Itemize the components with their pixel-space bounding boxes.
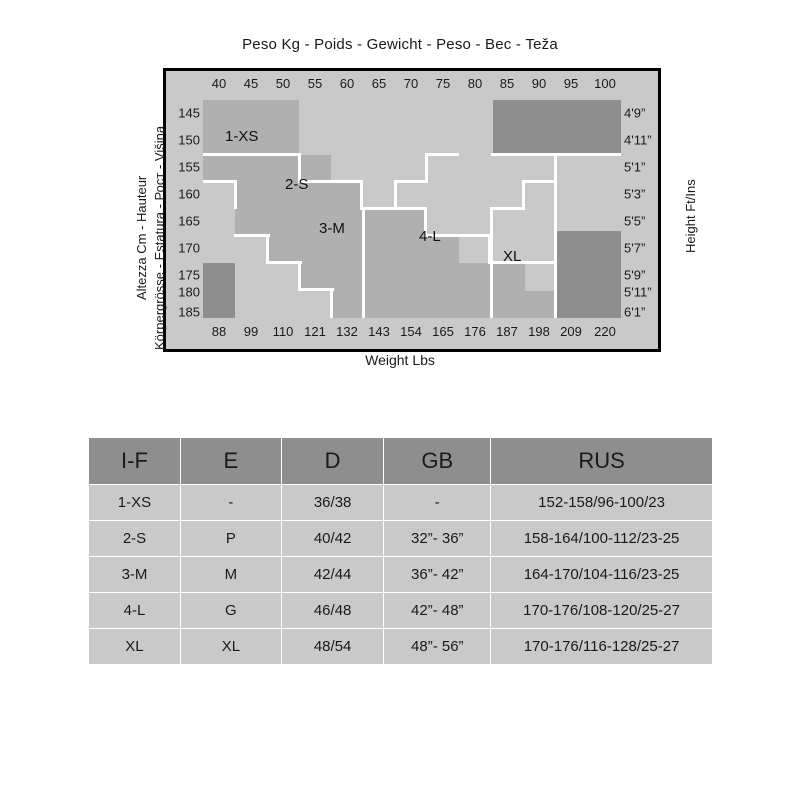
- separator-xs-s-v2: [360, 180, 363, 209]
- region-label-l: 4-L: [419, 228, 441, 245]
- y-axis-label-left-line1: Altezza Cm - Hauteur: [134, 175, 149, 300]
- cell-gb: 32”- 36”: [384, 521, 491, 557]
- y-axis-ticks-cm: [166, 100, 202, 318]
- region-label-m: 3-M: [319, 220, 345, 237]
- separator-xs-s-h5: [488, 261, 557, 264]
- y-tick-cm-1: 150: [178, 132, 200, 148]
- separator-m-l-h1: [394, 180, 428, 183]
- separator-l-xl-v1: [490, 207, 493, 318]
- table-row: [89, 629, 713, 665]
- cell-rus: 170-176/116-128/25-27: [491, 629, 713, 665]
- y-tick-ft-8: 6'1”: [624, 304, 646, 320]
- cell-gb: -: [384, 485, 491, 521]
- cell-e: G: [180, 593, 281, 629]
- y-tick-cm-8: 185: [178, 304, 200, 320]
- chart-title: Peso Kg - Poids - Gewicht - Peso - Вес - Teža: [242, 36, 558, 53]
- y-tick-cm-6: 175: [178, 267, 200, 283]
- separator-m-l-v2: [425, 153, 428, 183]
- region-out-of-range-top-right: [493, 100, 621, 155]
- separator-l-xl-h1: [490, 207, 525, 210]
- x-tick-lbs-3: 121: [304, 324, 326, 339]
- separator-m-l-v1: [394, 180, 397, 209]
- cell-if: 1-XS: [89, 485, 181, 521]
- x-tick-kg-7: 75: [435, 76, 451, 91]
- x-tick-lbs-2: 110: [272, 324, 294, 339]
- cell-d: 42/44: [281, 557, 384, 593]
- separator-l-xl-v2: [522, 180, 525, 210]
- region-label-xl: XL: [503, 248, 522, 265]
- y-tick-cm-7: 180: [178, 284, 200, 300]
- x-tick-lbs-4: 132: [336, 324, 358, 339]
- separator-left-v5: [330, 288, 333, 318]
- separator-m-l-h2: [425, 153, 459, 156]
- x-tick-kg-2: 50: [275, 76, 291, 91]
- cell-d: 46/48: [281, 593, 384, 629]
- x-tick-lbs-0: 88: [211, 324, 227, 339]
- table-header-row: [89, 438, 713, 485]
- x-tick-lbs-12: 220: [594, 324, 616, 339]
- cell-e: XL: [180, 629, 281, 665]
- y-axis-label-left-line2: Körpergrösse - Estatura - Рост - Višina: [152, 125, 167, 350]
- y-tick-cm-3: 160: [178, 186, 200, 202]
- cell-e: M: [180, 557, 281, 593]
- table-head: [89, 438, 713, 485]
- y-tick-cm-2: 155: [178, 159, 200, 175]
- separator-left-h4: [266, 261, 302, 264]
- region-label-xs: 1-XS: [225, 128, 259, 145]
- y-axis-ticks-ft: [624, 100, 660, 318]
- cell-rus: 158-164/100-112/23-25: [491, 521, 713, 557]
- cell-gb: 36”- 42”: [384, 557, 491, 593]
- x-tick-kg-1: 45: [243, 76, 259, 91]
- y-tick-ft-2: 5'1”: [624, 159, 646, 175]
- x-tick-lbs-9: 187: [496, 324, 518, 339]
- x-axis-ticks-kg: [203, 76, 621, 94]
- separator-xs-s-v5: [554, 261, 557, 318]
- separator-left-v2: [234, 180, 237, 209]
- cell-gb: 48”- 56”: [384, 629, 491, 665]
- y-tick-ft-7: 5'11”: [624, 284, 652, 300]
- x-tick-kg-5: 65: [371, 76, 387, 91]
- x-axis-label-bottom: Weight Lbs: [365, 352, 435, 368]
- x-tick-lbs-6: 154: [400, 324, 422, 339]
- cell-e: -: [180, 485, 281, 521]
- x-tick-lbs-10: 198: [528, 324, 550, 339]
- separator-xl-right: [554, 153, 557, 263]
- region-band-2: [203, 155, 331, 182]
- y-tick-cm-0: 145: [178, 105, 200, 121]
- region-out-of-range-bottom-left: [203, 263, 235, 318]
- x-tick-kg-3: 55: [307, 76, 323, 91]
- x-tick-kg-8: 80: [467, 76, 483, 91]
- x-tick-lbs-11: 209: [560, 324, 582, 339]
- x-tick-kg-10: 90: [531, 76, 547, 91]
- cell-rus: 152-158/96-100/23: [491, 485, 713, 521]
- separator-left-v3: [266, 234, 269, 263]
- cell-if: 4-L: [89, 593, 181, 629]
- x-tick-kg-4: 60: [339, 76, 355, 91]
- table-header-d: D: [281, 438, 384, 485]
- cell-gb: 42”- 48”: [384, 593, 491, 629]
- cell-rus: 164-170/104-116/23-25: [491, 557, 713, 593]
- separator-left-h3: [234, 234, 270, 237]
- cell-rus: 170-176/108-120/25-27: [491, 593, 713, 629]
- table-row: [89, 593, 713, 629]
- x-tick-kg-9: 85: [499, 76, 515, 91]
- cell-d: 40/42: [281, 521, 384, 557]
- x-tick-lbs-8: 176: [464, 324, 486, 339]
- x-tick-kg-12: 100: [594, 76, 616, 91]
- y-axis-label-right: Height Ft/Ins: [683, 179, 698, 253]
- cell-e: P: [180, 521, 281, 557]
- separator-xs-s-h1: [203, 153, 301, 156]
- cell-if: 2-S: [89, 521, 181, 557]
- size-conversion-table: [88, 437, 713, 665]
- x-tick-lbs-7: 165: [432, 324, 454, 339]
- x-tick-lbs-1: 99: [243, 324, 259, 339]
- y-tick-ft-1: 4'11”: [624, 132, 652, 148]
- separator-m-l-v4: [362, 207, 365, 318]
- region-out-of-range-bottom-right: [557, 231, 621, 318]
- region-label-s: 2-S: [285, 176, 309, 193]
- table-body: [89, 485, 713, 665]
- separator-l-xl-h2: [522, 180, 557, 183]
- table-header-rus: RUS: [491, 438, 713, 485]
- cell-d: 48/54: [281, 629, 384, 665]
- y-tick-ft-4: 5'5”: [624, 213, 646, 229]
- y-tick-cm-4: 165: [178, 213, 200, 229]
- table-row: [89, 557, 713, 593]
- cell-d: 36/38: [281, 485, 384, 521]
- x-tick-kg-11: 95: [563, 76, 579, 91]
- x-tick-kg-0: 40: [211, 76, 227, 91]
- y-tick-ft-3: 5'3”: [624, 186, 646, 202]
- cell-if: 3-M: [89, 557, 181, 593]
- table-header-gb: GB: [384, 438, 491, 485]
- y-tick-ft-0: 4'9”: [624, 105, 646, 121]
- separator-left-v4: [298, 261, 301, 290]
- separator-left-h5: [298, 288, 334, 291]
- y-tick-cm-5: 170: [178, 240, 200, 256]
- y-tick-ft-6: 5'9”: [624, 267, 646, 283]
- conversion-table: [88, 437, 713, 665]
- table-row: [89, 485, 713, 521]
- table-header-if: I-F: [89, 438, 181, 485]
- y-tick-ft-5: 5'7”: [624, 240, 646, 256]
- table-header-e: E: [180, 438, 281, 485]
- separator-left-h1: [203, 180, 237, 183]
- chart-plot-area: [203, 100, 621, 318]
- cell-if: XL: [89, 629, 181, 665]
- table-row: [89, 521, 713, 557]
- x-axis-ticks-lbs: [203, 324, 621, 342]
- x-tick-kg-6: 70: [403, 76, 419, 91]
- x-tick-lbs-5: 143: [368, 324, 390, 339]
